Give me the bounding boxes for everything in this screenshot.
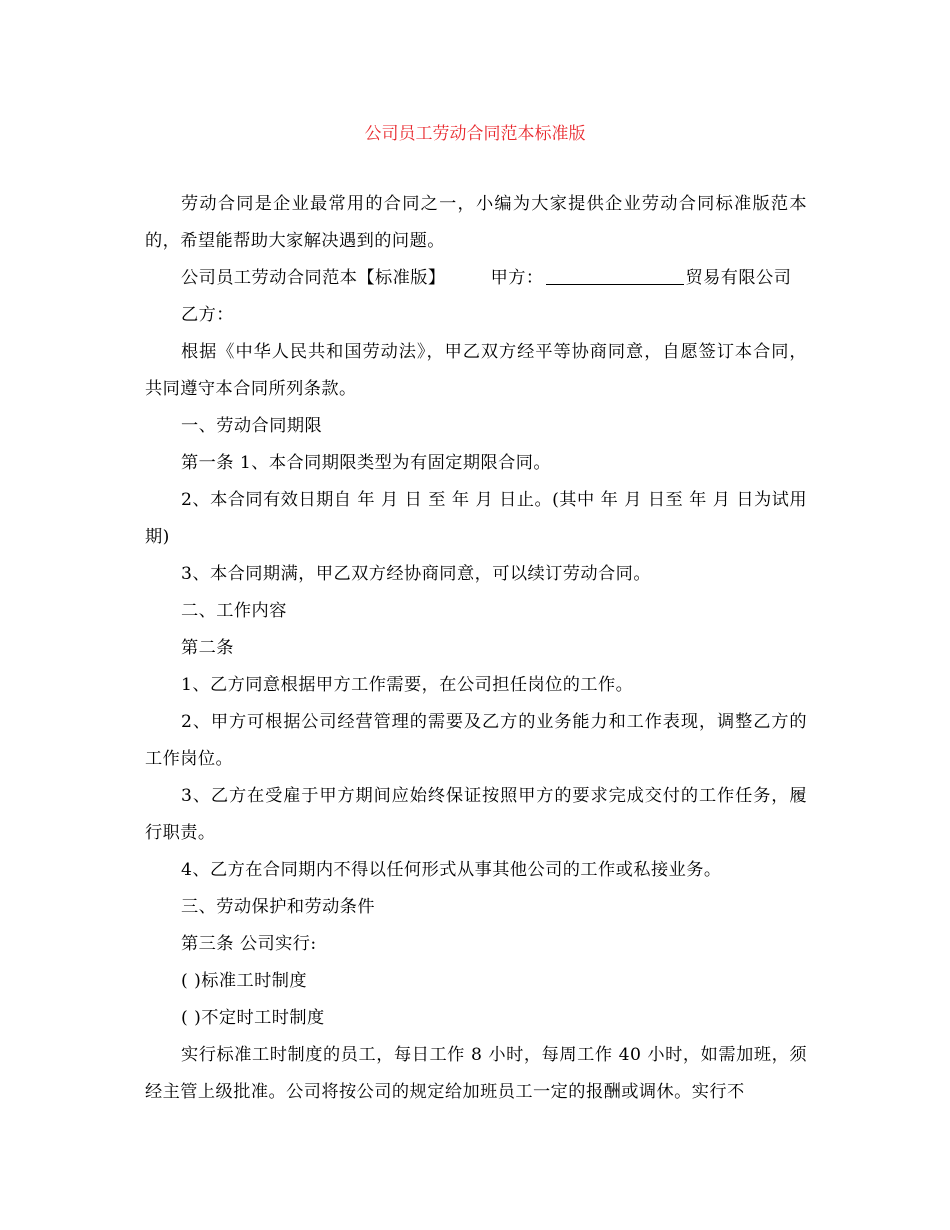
paragraph-legal-basis: 根据《中华人民共和国劳动法》，甲乙双方经平等协商同意，自愿签订本合同，共同遵守本合同所列条款。 [145,342,807,399]
paragraph-intro: 劳动合同是企业最常用的合同之一，小编为大家提供企业劳动合同标准版范本的，希望能帮助大家解决遇到的问题。 [145,194,807,251]
party-a-blank-underline [546,266,684,285]
party-b-line: 乙方： [181,305,234,325]
article-2-item-4: 4、乙方在合同期内不得以任何形式从事其他公司的工作或私接业务。 [181,860,722,880]
article-1-item-1: 第一条 1、本合同期限类型为有固定期限合同。 [181,453,552,473]
section-heading-2: 二、工作内容 [181,601,287,621]
document-title: 公司员工劳动合同范本标准版 [364,124,586,144]
article-3-heading: 第三条 公司实行: [181,934,317,954]
article-2-item-3: 3、乙方在受雇于甲方期间应始终保证按照甲方的要求完成交付的工作任务，履行职责。 [145,786,807,843]
contract-name-label: 公司员工劳动合同范本【标准版】 [181,268,446,288]
article-2-item-2: 2、甲方可根据公司经营管理的需要及乙方的业务能力和工作表现，调整乙方的工作岗位。 [145,712,807,769]
paragraph-working-hours: 实行标准工时制度的员工，每日工作 8 小时，每周工作 40 小时，如需加班，须经主管上级批准。公司将按公司的规定给加班员工一定的报酬或调休。实行不 [145,1045,807,1102]
article-2-item-1: 1、乙方同意根据甲方工作需要，在公司担任岗位的工作。 [181,675,634,695]
party-a-label: 甲方： [490,268,544,288]
party-a-suffix: 贸易有限公司 [685,268,792,288]
article-1-item-2: 2、本合同有效日期自 年 月 日 至 年 月 日止。(其中 年 月 日至 年 月 日为试用期) [145,490,807,547]
option-standard-hours: ( )标准工时制度 [181,971,308,991]
article-2-heading: 第二条 [181,638,234,658]
section-heading-1: 一、劳动合同期限 [181,416,323,436]
party-a-line [145,260,807,297]
party-a-field [491,260,792,297]
section-heading-3: 三、劳动保护和劳动条件 [181,897,376,917]
document-body [145,186,807,1111]
article-1-item-3: 3、本合同期满，甲乙双方经协商同意，可以续订劳动合同。 [181,564,651,584]
option-flexible-hours: ( )不定时工时制度 [181,1008,325,1028]
